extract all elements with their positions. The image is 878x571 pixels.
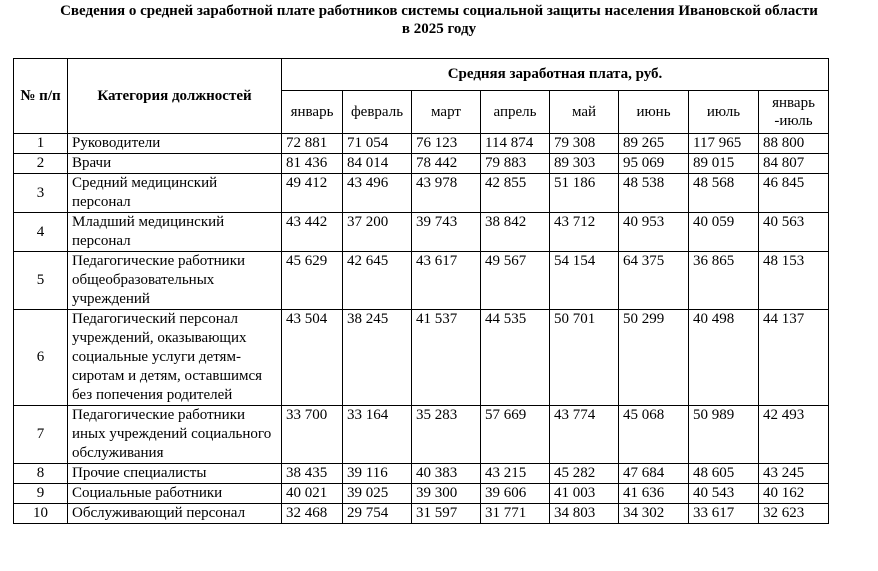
row-number: 7 (14, 406, 68, 464)
salary-cell: 34 803 (550, 504, 619, 524)
salary-cell: 32 623 (759, 504, 829, 524)
salary-cell: 40 953 (619, 213, 689, 252)
header-month: апрель (481, 91, 550, 134)
table-row (14, 464, 829, 484)
salary-cell: 78 442 (412, 154, 481, 174)
salary-cell: 35 283 (412, 406, 481, 464)
salary-cell: 41 537 (412, 310, 481, 406)
salary-cell: 48 605 (689, 464, 759, 484)
salary-cell: 43 774 (550, 406, 619, 464)
salary-cell: 89 303 (550, 154, 619, 174)
salary-cell: 72 881 (282, 134, 343, 154)
row-category: Педагогический персонал учреждений, оказывающих социальные услуги детям-сиротам и детям, оставшимся без попечения родителей (68, 310, 282, 406)
header-month: январь (282, 91, 343, 134)
row-category: Социальные работники (68, 484, 282, 504)
salary-cell: 39 743 (412, 213, 481, 252)
salary-cell: 40 383 (412, 464, 481, 484)
title-line-1: Сведения о средней заработной плате работников системы социальной защиты населения Ивановской области (60, 3, 818, 19)
salary-cell: 114 874 (481, 134, 550, 154)
salary-cell: 40 498 (689, 310, 759, 406)
row-category: Прочие специалисты (68, 464, 282, 484)
row-category: Руководители (68, 134, 282, 154)
salary-cell: 50 989 (689, 406, 759, 464)
salary-cell: 43 978 (412, 174, 481, 213)
row-category: Врачи (68, 154, 282, 174)
salary-table (13, 58, 829, 524)
salary-cell: 33 617 (689, 504, 759, 524)
salary-cell: 71 054 (343, 134, 412, 154)
row-number: 2 (14, 154, 68, 174)
salary-cell: 40 059 (689, 213, 759, 252)
row-number: 4 (14, 213, 68, 252)
table-row (14, 252, 829, 310)
table-row (14, 310, 829, 406)
row-number: 6 (14, 310, 68, 406)
salary-cell: 39 606 (481, 484, 550, 504)
salary-cell: 49 412 (282, 174, 343, 213)
salary-cell: 38 435 (282, 464, 343, 484)
salary-cell: 46 845 (759, 174, 829, 213)
header-month: июнь (619, 91, 689, 134)
salary-cell: 81 436 (282, 154, 343, 174)
table-row (14, 484, 829, 504)
page-title (0, 2, 878, 38)
table-row (14, 504, 829, 524)
salary-cell: 50 299 (619, 310, 689, 406)
salary-cell: 79 883 (481, 154, 550, 174)
salary-cell: 45 629 (282, 252, 343, 310)
salary-cell: 41 003 (550, 484, 619, 504)
salary-cell: 43 245 (759, 464, 829, 484)
header-month: июль (689, 91, 759, 134)
salary-cell: 41 636 (619, 484, 689, 504)
salary-cell: 88 800 (759, 134, 829, 154)
table-row (14, 134, 829, 154)
salary-cell: 31 771 (481, 504, 550, 524)
salary-cell: 39 116 (343, 464, 412, 484)
salary-cell: 33 700 (282, 406, 343, 464)
salary-cell: 45 068 (619, 406, 689, 464)
row-category: Обслуживающий персонал (68, 504, 282, 524)
salary-cell: 40 162 (759, 484, 829, 504)
salary-cell: 29 754 (343, 504, 412, 524)
salary-cell: 84 807 (759, 154, 829, 174)
salary-cell: 44 535 (481, 310, 550, 406)
salary-cell: 57 669 (481, 406, 550, 464)
salary-cell: 40 563 (759, 213, 829, 252)
salary-cell: 51 186 (550, 174, 619, 213)
header-month: март (412, 91, 481, 134)
salary-cell: 79 308 (550, 134, 619, 154)
salary-cell: 40 543 (689, 484, 759, 504)
row-number: 3 (14, 174, 68, 213)
table-row (14, 174, 829, 213)
salary-cell: 43 215 (481, 464, 550, 484)
salary-cell: 50 701 (550, 310, 619, 406)
salary-cell: 34 302 (619, 504, 689, 524)
row-number: 8 (14, 464, 68, 484)
salary-cell: 76 123 (412, 134, 481, 154)
salary-cell: 38 842 (481, 213, 550, 252)
salary-cell: 95 069 (619, 154, 689, 174)
salary-cell: 117 965 (689, 134, 759, 154)
header-month: январь -июль (759, 91, 829, 134)
salary-cell: 44 137 (759, 310, 829, 406)
salary-cell: 39 025 (343, 484, 412, 504)
table-row (14, 213, 829, 252)
row-number: 9 (14, 484, 68, 504)
salary-cell: 43 617 (412, 252, 481, 310)
salary-cell: 64 375 (619, 252, 689, 310)
table-row (14, 154, 829, 174)
salary-cell: 89 265 (619, 134, 689, 154)
row-category: Средний медицинский персонал (68, 174, 282, 213)
salary-cell: 42 855 (481, 174, 550, 213)
salary-cell: 48 568 (689, 174, 759, 213)
salary-cell: 37 200 (343, 213, 412, 252)
row-category: Младший медицинский персонал (68, 213, 282, 252)
salary-cell: 32 468 (282, 504, 343, 524)
header-num: № п/п (14, 59, 68, 134)
header-salary-group: Средняя заработная плата, руб. (282, 59, 829, 91)
row-number: 5 (14, 252, 68, 310)
salary-cell: 40 021 (282, 484, 343, 504)
header-month: февраль (343, 91, 412, 134)
salary-cell: 38 245 (343, 310, 412, 406)
salary-cell: 48 538 (619, 174, 689, 213)
salary-cell: 54 154 (550, 252, 619, 310)
row-number: 1 (14, 134, 68, 154)
salary-cell: 42 645 (343, 252, 412, 310)
salary-cell: 89 015 (689, 154, 759, 174)
salary-cell: 39 300 (412, 484, 481, 504)
salary-cell: 49 567 (481, 252, 550, 310)
salary-cell: 48 153 (759, 252, 829, 310)
row-category: Педагогические работники иных учреждений социального обслуживания (68, 406, 282, 464)
row-category: Педагогические работники общеобразовательных учреждений (68, 252, 282, 310)
salary-cell: 31 597 (412, 504, 481, 524)
title-line-2: в 2025 году (401, 21, 477, 37)
header-month: май (550, 91, 619, 134)
salary-cell: 45 282 (550, 464, 619, 484)
salary-cell: 43 496 (343, 174, 412, 213)
salary-cell: 43 712 (550, 213, 619, 252)
row-number: 10 (14, 504, 68, 524)
salary-cell: 33 164 (343, 406, 412, 464)
header-category: Категория должностей (68, 59, 282, 134)
salary-cell: 43 504 (282, 310, 343, 406)
table-row (14, 406, 829, 464)
salary-cell: 36 865 (689, 252, 759, 310)
salary-cell: 42 493 (759, 406, 829, 464)
salary-cell: 84 014 (343, 154, 412, 174)
salary-cell: 43 442 (282, 213, 343, 252)
salary-cell: 47 684 (619, 464, 689, 484)
